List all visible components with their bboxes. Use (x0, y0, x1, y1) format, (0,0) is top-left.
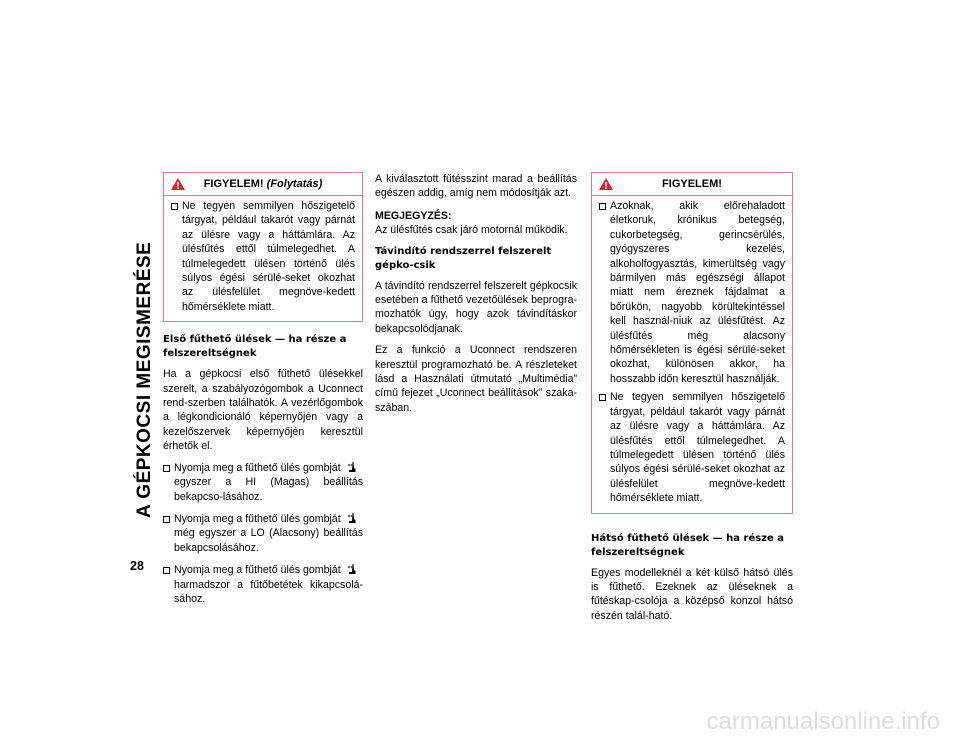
heated-seat-icon (347, 461, 356, 473)
warning-box-continued (163, 172, 363, 322)
warning-triangle-icon (170, 177, 186, 191)
section-heading-rear-heated-seats: Hátsó fűthető ülések — ha része a felszereltségnek (591, 532, 785, 558)
warning-item-text: Ne tegyen semmilyen hőszigetelő tárgyat, például takarót vagy párnát az ülésre vagy a háttámlára. Az ülésfűtés ettől túlmelegedhet. A túlmelegedett ülésen történő ülés súlyos égési sérülé-seket okozhat az ülésfelület megnöve-kedett hőmérséklete miatt. (182, 200, 355, 313)
uconnect-paragraph: Ez a funkció a Uconnect rendszeren keresztül programozható be. A részleteket lásd a Használati útmutató „Multimédia” című fejezet „Uconnect beállítások” szaka-szában. (375, 344, 577, 414)
warning-item-text: Azoknak, akik előrehaladott életkoruk, krónikus betegség, cukorbetegség, gerincsérülés, gyógyszeres kezelés, alkoholfogyasztás, kimerültség vagy bármilyen más egészségi állapot miatt nem éreznek fájdalmat a bőrükön, nagyobb körültekintéssel kell használ-niuk az ülésfűtést. Az ülésfűtés még alacsony hőmérsékleten is égési sérülé-seket okozhat, különösen akkor, ha hosszabb időn keresztül használják. (610, 200, 785, 385)
square-bullet-icon (163, 516, 170, 523)
instruction-text-pre: Nyomja meg a fűthető ülés gombját (174, 512, 341, 525)
instruction-bullet-off (163, 563, 363, 606)
instruction-text-pre: Nyomja meg a fűthető ülés gombját (174, 564, 341, 577)
side-chapter-title: A GÉPKOCSI MEGISMERÉSE (134, 241, 155, 519)
warning-title: FIGYELEM! (203, 178, 264, 190)
rear-seats-paragraph: Egyes modelleknél a két külső hátsó ülés is fűthető. Ezeknek az üléseknek a fűtéskap-csolója a középső konzol hátsó részén talál-ható. (591, 566, 793, 622)
warning-title: FIGYELEM! (662, 178, 722, 190)
warning-box (591, 172, 793, 514)
remote-start-paragraph: A távindító rendszerrel felszerelt gépkocsik esetében a fűthető vezetőülések beprogra-mozhatók úgy, hogy azok távindításkor bekapcsolódjanak. (375, 279, 577, 335)
warning-triangle-icon (598, 177, 614, 191)
instruction-text-post: egyszer a HI (Magas) beállítás bekapcso-lásához. (174, 476, 363, 503)
instruction-text-post: még egyszer a LO (Alacsony) beállítás bekapcsolásához. (174, 527, 363, 554)
instruction-bullet-lo (163, 512, 363, 555)
square-bullet-icon (171, 203, 178, 210)
front-seats-intro: Ha a gépkocsi első fűthető ülésekkel szerelt, a szabályozógombok a Uconnect rend-szerben találhatók. A vezérlőgombok a légkondicionáló képernyőjén vagy a kezelőszervek képernyőjén keresztül érhetők el. (163, 368, 363, 453)
heated-seat-icon (347, 512, 356, 524)
warning-item (592, 390, 792, 505)
column-1 (163, 172, 363, 614)
warning-header (592, 173, 792, 196)
square-bullet-icon (163, 465, 170, 472)
warning-item (592, 199, 792, 386)
footer-watermark: carmanualsonline.info (706, 708, 940, 735)
section-heading-front-heated-seats: Első fűthető ülések — ha része a felszereltségnek (163, 334, 347, 360)
page-number: 28 (130, 559, 144, 573)
note-text: Az ülésfűtés csak járó motornál működik. (375, 224, 568, 237)
column-2 (375, 172, 577, 422)
square-bullet-icon (163, 567, 170, 574)
section-heading-remote-start: Távindító rendszerrel felszerelt gépko-csik (375, 245, 552, 271)
warning-header (164, 173, 362, 196)
warning-item-text: Ne tegyen semmilyen hőszigetelő tárgyat, például takarót vagy párnát az ülésre vagy a háttámlára. Az ülésfűtés ettől túlmelegedhet. A túlmelegedett ülésen történő ülés súlyos égési sérülé-seket okozhat az ülésfelület megnöve-kedett hőmérséklete miatt. (610, 391, 785, 505)
warning-title-continued: (Folytatás) (266, 178, 323, 190)
instruction-text-pre: Nyomja meg a fűthető ülés gombját (174, 461, 341, 474)
heat-level-paragraph: A kiválasztott fűtésszint marad a beállítás egészen addig, amíg nem módosítják azt. (375, 173, 577, 200)
instruction-bullet-hi (163, 461, 363, 504)
square-bullet-icon (599, 394, 606, 401)
note-heading: MEGJEGYZÉS: (375, 209, 452, 222)
instruction-text-post: harmadszor a fűtőbetétek kikapcsolá-sához. (174, 578, 363, 605)
warning-item (164, 199, 362, 314)
column-3 (591, 172, 793, 630)
square-bullet-icon (599, 203, 606, 210)
heated-seat-icon (347, 563, 356, 575)
